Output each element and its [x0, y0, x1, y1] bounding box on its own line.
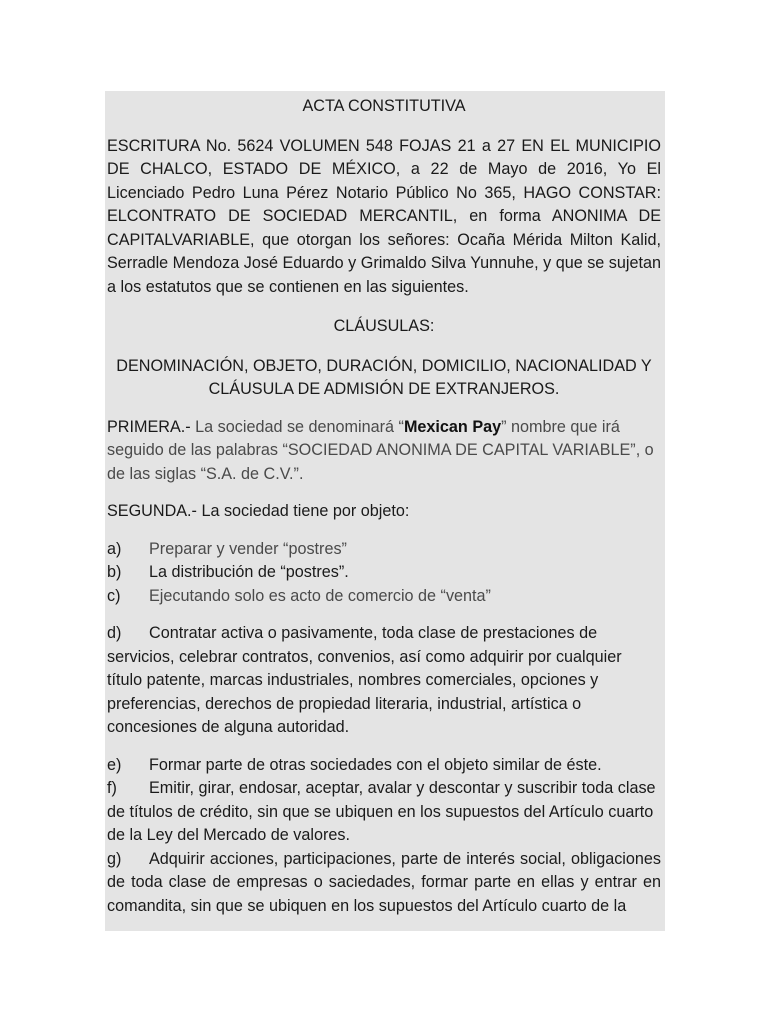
clause-segunda: SEGUNDA.- La sociedad tiene por objeto:	[107, 502, 410, 520]
clause-primera	[107, 416, 661, 487]
item-letter: g)	[107, 849, 122, 868]
document-content	[107, 95, 661, 918]
item-letter: e)	[107, 755, 122, 774]
section-heading: DENOMINACIÓN, OBJETO, DURACIÓN, DOMICILIO, NACIONALIDAD Y CLÁUSULA DE ADMISIÓN DE EXTRANJEROS.	[116, 356, 652, 398]
item-letter: f)	[107, 779, 117, 797]
clausulas-heading: CLÁUSULAS:	[333, 317, 435, 335]
company-name: Mexican Pay	[403, 417, 502, 436]
document-page	[105, 91, 665, 931]
list-item	[107, 538, 661, 562]
object-item-d	[107, 622, 661, 740]
item-letter: a)	[107, 539, 122, 558]
item-text: Contratar activa o pasivamente, toda clase de prestaciones de servicios, celebrar contratos, convenios, así como adquirir por cualquier título patente, marcas industriales, nombres comerciales, opciones y preferencias, derechos de propiedad literaria, industrial, artística o concesiones de alguna autoridad.	[107, 624, 622, 736]
item-text: Adquirir acciones, participaciones, parte de interés social, obligaciones de toda clase de empresas o saciedades, formar parte en ellas y entrar en comandita, sin que se ubiquen en los supuestos del Artículo cuarto de la	[107, 849, 661, 915]
document-title: ACTA CONSTITUTIVA	[302, 97, 466, 115]
primera-text-a: La sociedad se denominará “	[190, 417, 404, 436]
item-text: Emitir, girar, endosar, aceptar, avalar y descontar y suscribir toda clase de títulos de crédito, sin que se ubiquen en los supuestos del Artículo cuarto de la Ley del Mercado de valores.	[107, 779, 656, 844]
item-letter: d)	[107, 624, 122, 642]
item-text: La distribución de “postres”.	[149, 563, 349, 581]
primera-label: PRIMERA.-	[107, 417, 191, 436]
item-text: Ejecutando solo es acto de comercio de “venta”	[149, 586, 491, 605]
item-letter: c)	[107, 586, 121, 605]
object-item-f	[107, 777, 661, 848]
object-item-e	[107, 754, 661, 778]
object-item-g	[107, 848, 661, 919]
intro-paragraph: ESCRITURA No. 5624 VOLUMEN 548 FOJAS 21 a 27 EN EL MUNICIPIO DE CHALCO, ESTADO DE MÉXICO, a 22 de Mayo de 2016, Yo El Licenciado Pedro Luna Pérez Notario Público No 365, HAGO CONSTAR: ELCONTRATO DE SOCIEDAD MERCANTIL, en forma ANONIMA DE CAPITALVARIABLE, que otorgan los señores: Ocaña Mérida Milton Kalid, Serradle Mendoza José Eduardo y Grimaldo Silva Yunnuhe, y que se sujetan a los estatutos que se contienen en las siguientes.	[107, 136, 662, 296]
item-text: Preparar y vender “postres”	[149, 539, 347, 558]
list-item	[107, 561, 661, 585]
item-letter: b)	[107, 563, 122, 581]
list-item	[107, 585, 661, 609]
primera-text-b: ” nombre que irá seguido de las palabras “SOCIEDAD ANONIMA DE CAPITAL VARIABLE”, o de las siglas “S.A. de C.V.”.	[107, 417, 654, 483]
item-text: Formar parte de otras sociedades con el objeto similar de éste.	[149, 755, 602, 774]
object-list-abc	[107, 538, 661, 609]
